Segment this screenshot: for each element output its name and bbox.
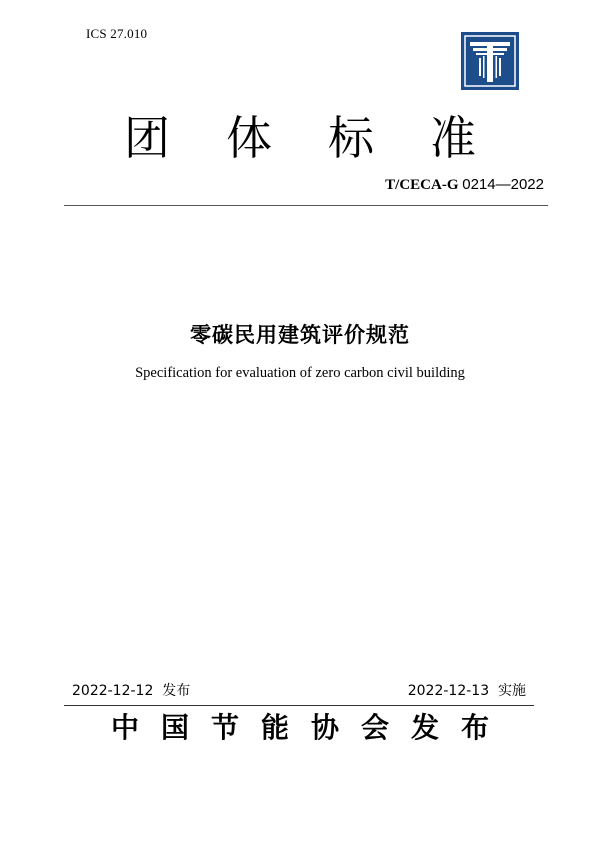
top-divider (64, 205, 548, 206)
implementation-date: 2022-12-13 实施 (407, 683, 526, 699)
publisher-char: 中 (110, 711, 139, 744)
publisher-char: 布 (460, 711, 489, 744)
publisher-name (0, 710, 600, 746)
publisher-char: 协 (310, 711, 339, 744)
release-date: 2022-12-12 发布 (72, 683, 191, 699)
document-number-value: 0214—2022 (462, 176, 544, 193)
chinese-title: 零碳民用建筑评价规范 (190, 323, 410, 347)
standard-type-char: 团 (124, 111, 170, 165)
standard-type-heading (0, 108, 600, 168)
standard-type-char: 标 (328, 111, 374, 165)
publisher-char: 节 (210, 711, 239, 744)
standard-type-char: 准 (430, 111, 476, 165)
document-number (385, 176, 544, 194)
ics-code: ICS 27.010 (86, 26, 148, 41)
publisher-char: 国 (160, 711, 189, 744)
publisher-char: 会 (360, 711, 389, 744)
document-number-prefix: T/CECA-G (385, 177, 459, 193)
publisher-char: 发 (410, 711, 439, 744)
standard-type-char: 体 (226, 111, 272, 165)
association-logo-icon (461, 32, 519, 90)
publisher-char: 能 (260, 711, 289, 744)
bottom-divider (64, 705, 534, 706)
english-title: Specification for evaluation of zero carbon civil building (135, 365, 465, 381)
